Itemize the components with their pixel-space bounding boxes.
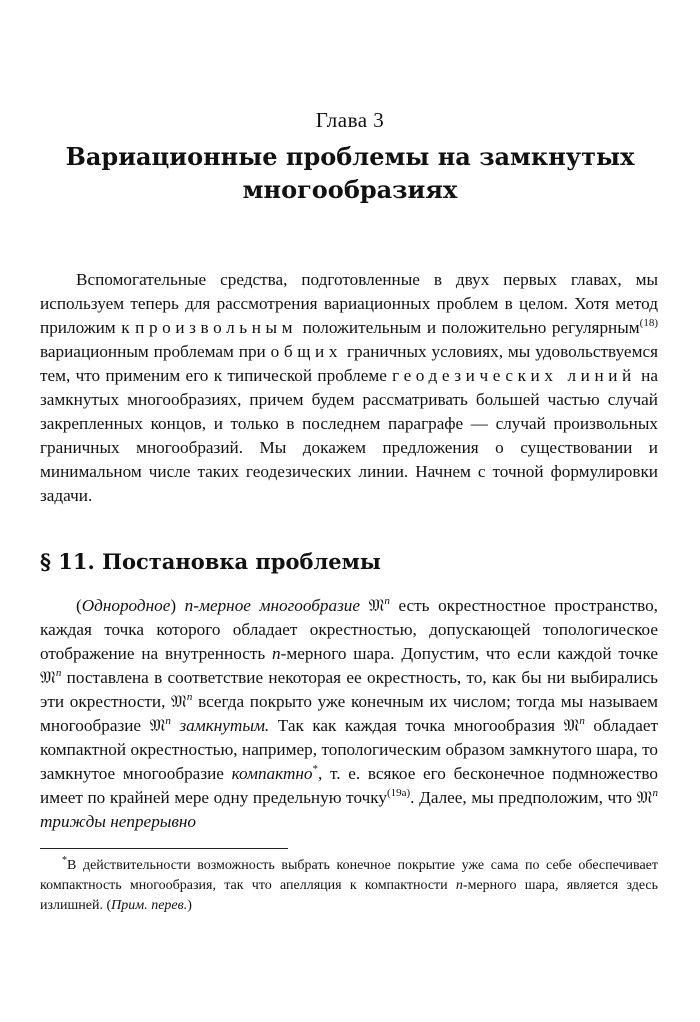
- text: есть окрестностное пространство, каждая точка которого обладает окрестностью, допускающей топологическое отображение на внутренность: [40, 596, 658, 663]
- intro-text: положительным и положительно регулярным: [297, 318, 640, 337]
- footnote: [40, 856, 658, 916]
- superscript: n: [579, 715, 585, 727]
- math-var: n: [272, 644, 281, 663]
- spaced-emphasis: произвольным: [135, 318, 298, 337]
- text: обладает компактной окрестностью, например, топологическим образом замкнутого шара, то замкнутое многообразие: [40, 716, 659, 783]
- chapter-title: Вариационные проблемы на замкнутых многообразиях: [65, 142, 635, 204]
- superscript: n: [652, 787, 658, 799]
- text: . Далее, мы предположим, что 𝔐: [410, 788, 653, 807]
- footnote-text: В действительности возможность выбрать конечное покрытие уже сама по себе обеспечивает компактность многообразия, так что апелляция к компактности: [40, 858, 658, 893]
- math-var: n: [455, 878, 463, 893]
- section-heading: § 11. Постановка проблемы: [40, 549, 381, 574]
- text: Так как каждая точка многообразия 𝔐: [269, 716, 580, 735]
- footnote-mark: *: [62, 855, 67, 866]
- chapter-label: Глава 3: [315, 108, 385, 132]
- text: (: [76, 596, 82, 615]
- superscript: n: [384, 595, 390, 607]
- intro-text: вариационным проблемам при: [40, 342, 271, 361]
- spaced-emphasis: геодезических линий: [392, 366, 636, 385]
- footnote-text: ): [187, 898, 192, 913]
- italic-term: трижды непрерывно: [40, 812, 197, 831]
- footnote-divider: [40, 848, 288, 849]
- section-paragraph: [40, 594, 658, 834]
- superscript: n: [165, 715, 171, 727]
- intro-paragraph: [40, 268, 658, 508]
- reference-mark: (19a): [386, 787, 411, 799]
- text: ): [170, 596, 185, 615]
- superscript: n: [186, 691, 193, 703]
- text: , т. е. всякое его бесконечное подмножество имеет по крайней мере одну предельную точку: [40, 764, 658, 807]
- translator-note: Прим. перев.: [111, 898, 188, 913]
- text: -мерного шара. Допустим, что если каждой точке 𝔐: [40, 644, 658, 687]
- text: всегда покрыто уже конечным их числом; тогда мы называем многообразие 𝔐: [40, 692, 658, 735]
- italic-term: компактно: [231, 764, 313, 783]
- reference-mark: (18): [639, 317, 658, 329]
- text: поставлена в соответствие некоторая ее окрестность, то, как бы ни выбирались эти окрестности, 𝔐: [40, 668, 658, 711]
- intro-text: граничных условиях, мы удовольствуемся тем, что применим его к типической проблеме: [40, 342, 658, 385]
- text: 𝔐: [360, 596, 385, 615]
- intro-text: на замкнутых многообразиях, причем будем рассматривать большей частью случай закрепленных концов, и только в последнем параграфе — случай произвольных граничных многообразий. Мы докажем предложения о существовании и минимальном числе таких геодезических линии. Начнем с точной формулировки задачи.: [40, 366, 658, 505]
- footnote-mark: *: [312, 763, 318, 775]
- spaced-emphasis: общих: [270, 342, 343, 361]
- footnote-text: -мерного шара, является здесь излишней. (: [40, 878, 659, 913]
- superscript: n: [55, 667, 62, 679]
- italic-term: Однородное: [81, 596, 171, 615]
- intro-text: Вспомогательные средства, подготовленные в двух первых главах, мы используем теперь для рассмотрения вариационных проблем в целом. Хотя метод приложим к: [40, 270, 658, 337]
- italic-term: n-мерное многообразие: [184, 596, 361, 615]
- italic-term: замкнутым.: [179, 716, 270, 735]
